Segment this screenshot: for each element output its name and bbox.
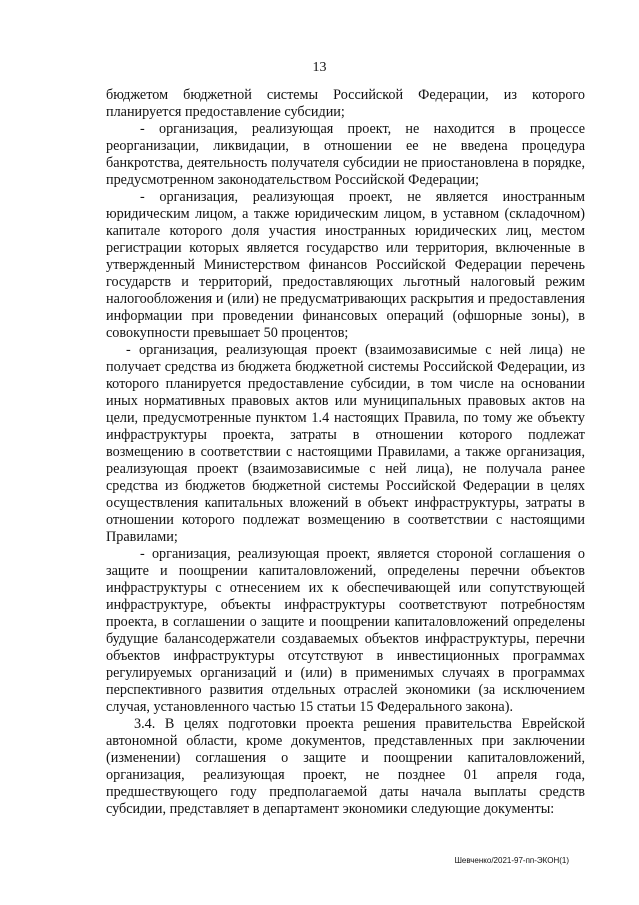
document-footer-id: Шевченко/2021-97-пп-ЭКОН(1) xyxy=(454,856,569,865)
paragraph-bullet-not-foreign-entity: - организация, реализующая проект, не является иностранным юридическим лицом, а также юридическим лицом, в уставном (складочном) капитале которого доля участия иностранных юридических лиц, местом регистрации которых является государство или территория, включенные в утвержденный Министерством финансов Российской Федерации перечень государств и территорий, предоставляющих льготный налоговый режим налогообложения и (или) не предусматривающих раскрытия и предоставления информации при проведении финансовых операций (офшорные зоны), в совокупности превышает 50 процентов; xyxy=(106,189,585,341)
paragraph-bullet-no-budget-funds: - организация, реализующая проект (взаимозависимые с ней лица) не получает средства из бюджета бюджетной системы Российской Федерации, из которого планируется предоставление субсидии, в том числе на основании иных нормативных правовых актов или муниципальных правовых актов на цели, предусмотренные пунктом 1.4 настоящих Правила, по тому же объекту инфраструктуры проекта, затраты в отношении которого подлежат возмещению в соответствии с настоящими Правилами, а также организация, реализующая проект (взаимозависимые с ней лица), не получала ранее средства из бюджетов бюджетной системы Российской Федерации в целях осуществления капитальных вложений в объект инфраструктуры, затраты в отношении которого подлежат возмещению в соответствии с настоящими Правилами; xyxy=(106,342,585,545)
paragraph-bullet-not-in-reorganization: - организация, реализующая проект, не находится в процессе реорганизации, ликвидации, в отношении ее не введена процедура банкротства, деятельность получателя субсидии не приостановлена в порядке, предусмотренном законодательством Российской Федерации; xyxy=(106,121,585,188)
paragraph-section-3-4: 3.4. В целях подготовки проекта решения правительства Еврейской автономной области, кроме документов, представленных при заключении (изменении) соглашения о защите и поощрении капиталовложений, организация, реализующая проект, не позднее 01 апреля года, предшествующего году предполагаемой даты начала выплаты средств субсидии, представляет в департамент экономики следующие документы: xyxy=(106,716,585,817)
page-number: 13 xyxy=(312,60,327,75)
paragraph-continuation: бюджетом бюджетной системы Российской Федерации, из которого планируется предоставление субсидии; xyxy=(106,87,585,120)
document-body xyxy=(106,87,585,818)
paragraph-bullet-investment-agreement: - организация, реализующая проект, является стороной соглашения о защите и поощрении капиталовложений, определены перечни объектов инфраструктуры с отнесением их к обеспечивающей или сопутствующей инфраструктуре, объекты инфраструктуры соответствуют потребностям проекта, в соглашении о защите и поощрении капиталовложений определены будущие балансодержатели создаваемых объектов инфраструктуры, перечни объектов инфраструктуры отсутствуют в инвестиционных программах регулируемых организаций и (или) в применимых случаях в программах перспективного развития отдельных отраслей экономики (за исключением случая, установленного частью 15 статьи 15 Федерального закона). xyxy=(106,546,585,715)
